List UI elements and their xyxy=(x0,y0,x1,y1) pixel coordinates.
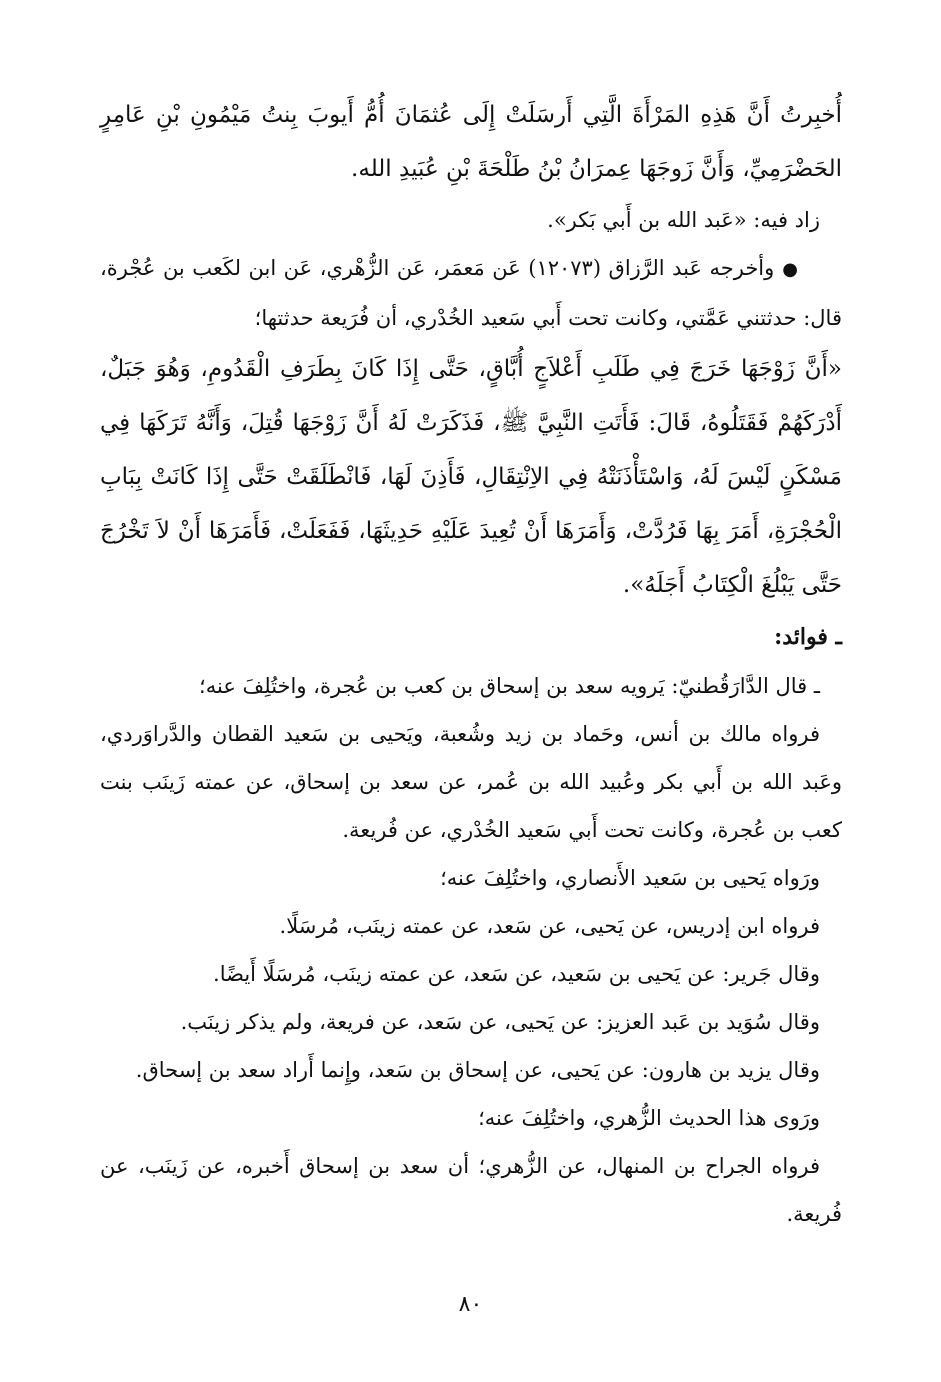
paragraph-yahya: ورَواه يَحيى بن سَعيد الأَنصاري، واختُلِفَ عنه؛ xyxy=(440,866,820,890)
paragraph-yazid: وقال يزيد بن هارون: عن يَحيى، عن إسحاق بن سَعد، وإِنما أَراد سعد بن إسحاق. xyxy=(135,1058,820,1082)
page-number: ٨٠ xyxy=(458,1292,483,1317)
bullet-text: وأخرجه عَبد الرَّزاق (١٢٠٧٣) عَن مَعمَر، عَن الزُّهْري، عَن ابن لكَعب بن عُجْرة، قال: حدثتني عَمَّتي، وكانت تحت أَبي سَعيد الخُدْري، أن فُرَيعة حدثتها؛ xyxy=(100,256,842,330)
page-body xyxy=(100,88,842,1238)
paragraph-jarrah: فرواه الجراح بن المنهال، عن الزُّهري؛ أن سعد بن إسحاق أَخبره، عن زَينَب، عن فُريعة. xyxy=(100,1154,842,1226)
paragraph-daraqutni: ـ قال الدَّارَقُطنيّ: يَرويه سعد بن إسحاق بن كعب بن عُجرة، واختُلِفَ عنه؛ xyxy=(199,674,820,698)
paragraph-zuhri: ورَوى هذا الحديث الزُّهري، واختُلِفَ عنه؛ xyxy=(478,1106,820,1130)
paragraph-jarir: وقال جَرير: عن يَحيى بن سَعيد، عن سَعد، عن عمته زينَب، مُرسَلًا أَيضًا. xyxy=(213,962,820,986)
paragraph-idris: فرواه ابن إدريس، عن يَحيى، عن سَعد، عن عمته زينَب، مُرسَلًا. xyxy=(279,914,820,938)
paragraph-bullet xyxy=(100,244,842,342)
paragraph-intro: أُخبِرتُ أَنَّ هَذِهِ المَرْأَةَ الَّتِي أَرسَلَتْ إِلَى عُثمَانَ أُمُّ أَيوبَ بِنتُ مَيْمُونِ بْنِ عَامِرٍ الحَضْرَمِيِّ، وَأَنَّ زَوجَهَا عِمرَانُ بْنُ طَلْحَةَ بْنِ عُبَيدِ الله. xyxy=(100,102,842,182)
bullet-icon: ● xyxy=(782,259,798,280)
section-heading-benefits: ـ فوائد: xyxy=(774,624,842,650)
hadith-quote xyxy=(100,342,842,612)
paragraph-malik: فرواه مالك بن أنس، وحَماد بن زيد وشُعبة، ويَحيى بن سَعيد القطان والدَّراوَردي، وعَبد الله بن أَبي بكر وعُبيد الله بن عُمر، عن سعد بن إسحاق، عن عمته زَينَب بنت كعب بن عُجرة، وكانت تحت أَبي سَعيد الخُدْري، عن فُريعة. xyxy=(100,722,842,842)
paragraph-suwayd: وقال سُوَيد بن عَبد العزيز: عن يَحيى، عن سَعد، عن فريعة، ولم يذكر زينَب. xyxy=(180,1010,820,1034)
hadith-text: «أَنَّ زَوْجَهَا خَرَجَ فِي طَلَبِ أَعْلاَجٍ أُبَّاقٍ، حَتَّى إِذَا كَانَ بِطَرَفِ الْقَدُومِ، وَهُوَ جَبَلٌ، أَدْرَكَهُمْ فَقَتَلُوهُ، قَالَ: فَأَتَتِ النَّبِيَّ ﷺ، فَذَكَرَتْ لَهُ أَنَّ زَوْجَهَا قُتِلَ، وَأَنَّهُ تَرَكَهَا فِي مَسْكَنٍ لَيْسَ لَهُ، وَاسْتَأْذَنَتْهُ فِي الاِنْتِقَالِ، فَأَذِنَ لَهَا، فَانْطَلَقَتْ حَتَّى إِذَا كَانَتْ بِبَابِ الْحُجْرَةِ، أَمَرَ بِهَا فَرُدَّتْ، وَأَمَرَهَا أَنْ تُعِيدَ عَلَيْهِ حَدِيثَهَا، فَفَعَلَتْ، فَأَمَرَهَا أَنْ لاَ تَخْرُجَ حَتَّى يَبْلُغَ الْكِتَابُ أَجَلَهُ». xyxy=(100,356,842,598)
paragraph-addition: زاد فيه: «عَبد الله بن أَبي بَكر». xyxy=(547,208,820,232)
